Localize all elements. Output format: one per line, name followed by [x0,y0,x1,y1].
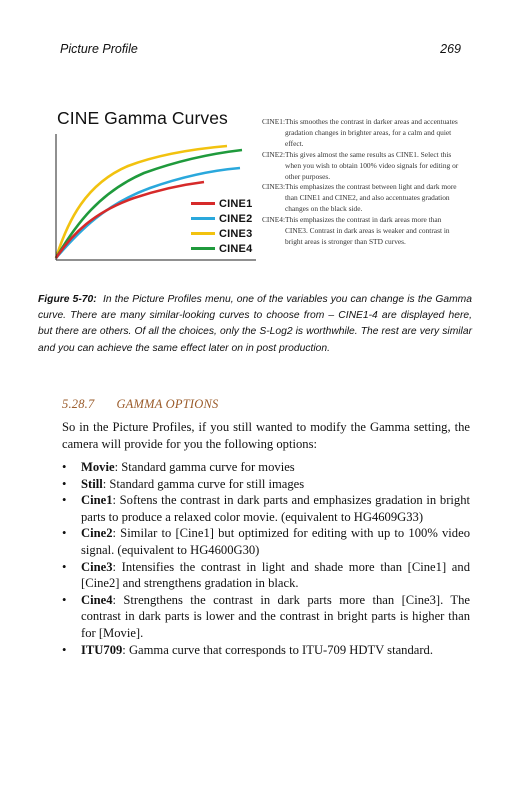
option-name: Cine3 [81,559,113,574]
legend-item-cine4 [191,241,252,256]
bullet-icon: • [62,592,67,607]
description-text: This emphasizes the contrast in dark areas more than CINE3. Contrast in dark areas is weaker and contrast in bright areas is stronger than STD curves. [285,215,450,246]
option-text: : Gamma curve that corresponds to ITU-709 HDTV standard. [122,642,433,657]
list-item [62,559,470,592]
section-number: 5.28.7 [62,397,95,411]
option-text: : Intensifies the contrast in light and shade more than [Cine1] and [Cine2] and strengthens gradation in black. [81,559,470,591]
page-number: 269 [440,42,461,56]
section-heading [62,397,218,412]
legend-item-cine3 [191,226,252,241]
description-cine4 [262,215,462,248]
option-name: Cine2 [81,526,113,541]
option-text: : Similar to [Cine1] but optimized for editing with up to 100% video signal. (equivalent to HG4600G30) [81,526,470,557]
curve-cine1 [56,182,204,258]
option-text: : Standard gamma curve for still images [102,476,305,491]
legend-item-cine2 [191,211,252,226]
caption-text: In the Picture Profiles menu, one of the variables you can change is the Gamma curve. There are many similar-looking curves to choose from – CINE1-4 are displayed here, but there are others. Of all the choices, only the S-Log2 is worthwhile. The rest are very similar and you can achieve the same effect later on in post production. [38,294,472,354]
description-cine3 [262,182,462,215]
figure-caption [38,292,472,357]
figure-descriptions [262,117,462,248]
bullet-icon: • [62,526,67,541]
caption-label: Figure 5-70: [38,294,97,305]
bullet-icon: • [62,559,67,574]
running-title: Picture Profile [60,42,138,56]
section-title: GAMMA OPTIONS [116,397,219,411]
option-name: Cine4 [81,592,113,607]
intro-paragraph: So in the Picture Profiles, if you still wanted to modify the Gamma setting, the camera will provide for you the following options: [62,420,470,451]
legend-swatch [191,202,215,205]
description-text: This smoothes the contrast in darker areas and accentuates gradation changes in brighter areas, for a calm and quiet effect. [285,117,458,148]
description-text: This gives almost the same results as CINE1. Select this when you wish to obtain 100% video signals for editing or other purposes. [285,149,459,181]
list-item [62,642,470,659]
legend-label: CINE3 [219,227,253,240]
list-item [62,592,470,642]
legend-swatch [191,232,215,235]
bullet-icon: • [62,460,67,474]
list-item [62,492,470,525]
legend-item-cine1 [191,196,252,211]
description-cine1 [262,117,462,150]
option-name: Still [81,476,103,491]
option-name: Movie [81,460,115,474]
bullet-icon: • [62,476,67,491]
page-header [60,42,461,60]
description-key: CINE4: [262,215,285,225]
legend-swatch [191,247,215,250]
legend-label: CINE4 [219,242,253,255]
description-key: CINE2: [262,149,285,159]
gamma-options-list [62,459,470,658]
legend-label: CINE2 [219,212,253,225]
option-name: ITU709 [81,642,123,657]
option-text: : Standard gamma curve for movies [114,460,295,474]
option-name: Cine1 [81,493,113,508]
legend-label: CINE1 [219,197,253,210]
description-cine2 [262,150,462,183]
option-text: : Strengthens the contrast in dark parts more than [Cine3]. The contrast in dark parts is lower and the contrast in bright parts is higher than for [Movie]. [81,592,470,640]
curve-legend [191,196,252,256]
bullet-icon: • [62,493,67,508]
option-text: : Softens the contrast in dark parts and emphasizes gradation in bright parts to produce a relaxed color movie. (equivalent to HG4609G33) [81,493,470,524]
bullet-icon: • [62,642,67,657]
description-key: CINE1: [262,117,285,126]
list-item [62,525,470,558]
description-text: This emphasizes the contrast between light and dark more than CINE1 and CINE2, and also accentuates gradation changes on the black side. [285,182,457,214]
figure-title: CINE Gamma Curves [57,108,228,128]
list-item [62,476,470,493]
list-item [62,459,470,476]
legend-swatch [191,217,215,220]
description-key: CINE3: [262,182,285,192]
